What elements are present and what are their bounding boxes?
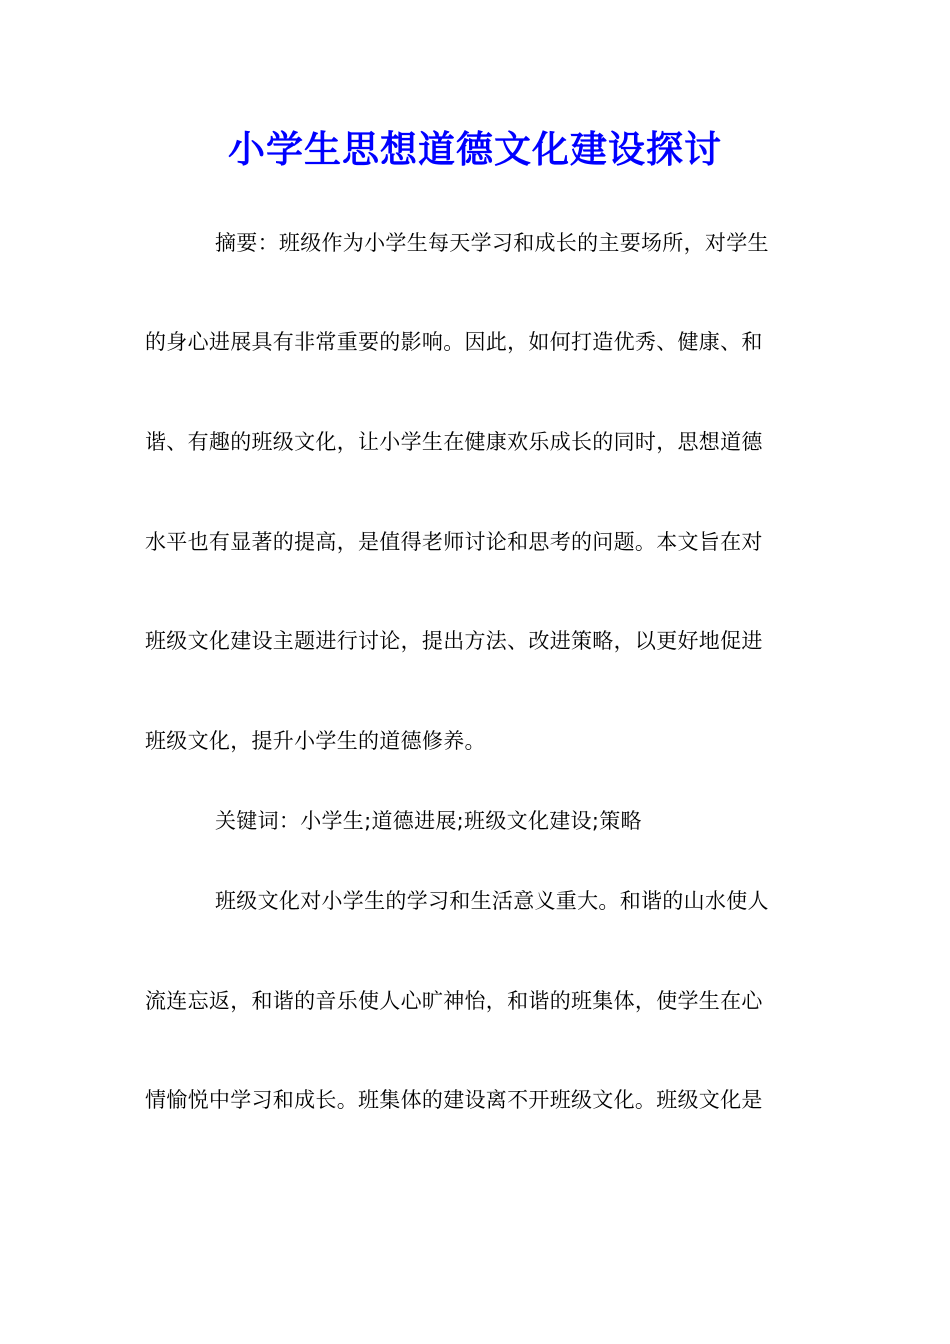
body-line-1: 班级文化对小学生的学习和生活意义重大。和谐的山水使人 <box>215 889 769 913</box>
document-title: 小学生思想道德文化建设探讨 <box>228 127 722 171</box>
body-line-3: 情愉悦中学习和成长。班集体的建设离不开班级文化。班级文化是 <box>145 1088 763 1112</box>
body-line-2: 流连忘返，和谐的音乐使人心旷神怡，和谐的班集体，使学生在心 <box>145 989 763 1013</box>
abstract-line-3: 谐、有趣的班级文化，让小学生在健康欢乐成长的同时，思想道德 <box>145 430 763 454</box>
abstract-line-5: 班级文化建设主题进行讨论，提出方法、改进策略，以更好地促进 <box>145 629 763 653</box>
keywords-line: 关键词：小学生;道德进展;班级文化建设;策略 <box>215 809 642 833</box>
abstract-line-2: 的身心进展具有非常重要的影响。因此，如何打造优秀、健康、和 <box>145 330 763 354</box>
abstract-line-4: 水平也有显著的提高，是值得老师讨论和思考的问题。本文旨在对 <box>145 530 763 554</box>
abstract-line-1: 摘要：班级作为小学生每天学习和成长的主要场所，对学生 <box>215 231 769 255</box>
abstract-line-6: 班级文化，提升小学生的道德修养。 <box>145 729 486 753</box>
